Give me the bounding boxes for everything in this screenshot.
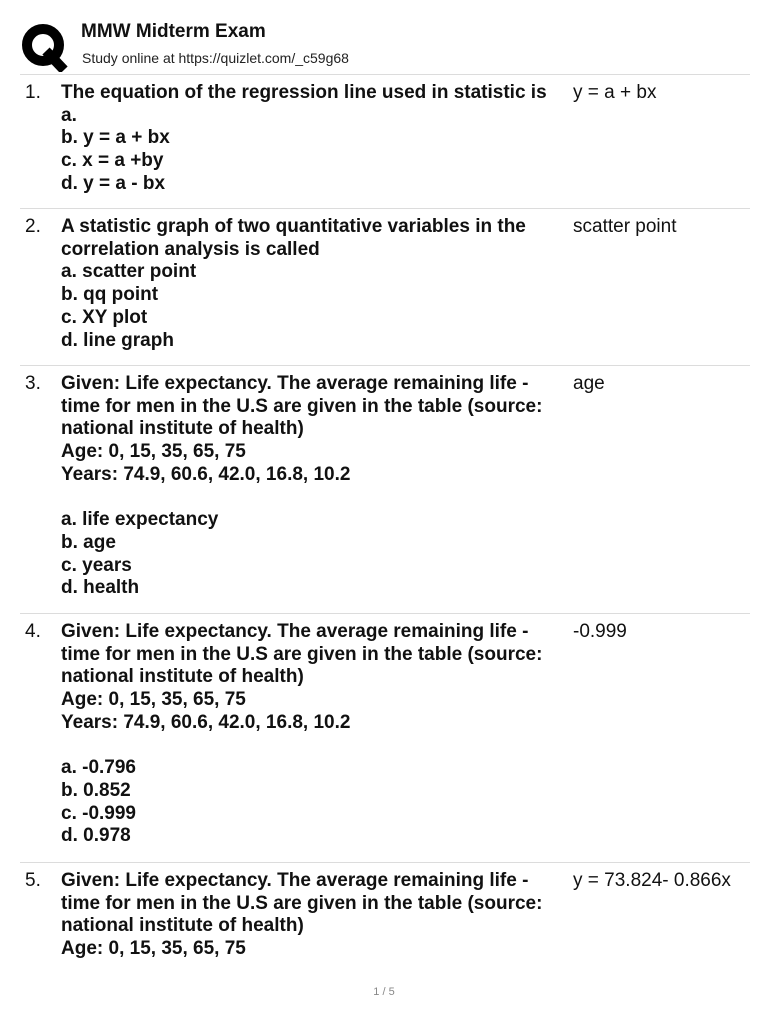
page-title: MMW Midterm Exam xyxy=(81,21,266,42)
answer-text: age xyxy=(573,373,605,394)
question-text: Given: Life expectancy. The average remaining life - time for men in the U.S are given in the table (source: national institute of health) Age: 0, 15, 35, 65, 75 Years: 74.9, 60.6, 42.0, 16.8, 10.2 a. -0.796 b. 0.852 c. -0.999 d. 0.978 xyxy=(61,621,543,847)
answer-text: y = 73.824- 0.866x xyxy=(573,870,731,891)
answer-text: scatter point xyxy=(573,216,677,237)
page-header xyxy=(0,0,768,74)
divider xyxy=(20,862,750,863)
answer-text: -0.999 xyxy=(573,621,627,642)
divider xyxy=(20,365,750,366)
divider xyxy=(20,613,750,614)
question-number: 3. xyxy=(25,373,41,394)
question-text: Given: Life expectancy. The average remaining life - time for men in the U.S are given in the table (source: national institute of health) Age: 0, 15, 35, 65, 75 xyxy=(61,870,543,960)
page-number: 1 / 5 xyxy=(373,986,395,998)
quizlet-logo-icon xyxy=(20,22,70,72)
answer-text: y = a + bx xyxy=(573,82,657,103)
divider xyxy=(20,74,750,75)
divider xyxy=(20,208,750,209)
question-text: The equation of the regression line used in statistic is a. b. y = a + bx c. x = a +by d. y = a - bx xyxy=(61,82,547,194)
question-number: 2. xyxy=(25,216,41,237)
question-text: Given: Life expectancy. The average remaining life - time for men in the U.S are given in the table (source: national institute of health) Age: 0, 15, 35, 65, 75 Years: 74.9, 60.6, 42.0, 16.8, 10.2 a. life expectancy b. age c. years d. health xyxy=(61,373,543,599)
question-text: A statistic graph of two quantitative variables in the correlation analysis is called a. scatter point b. qq point c. XY plot d. line graph xyxy=(61,216,526,351)
question-number: 4. xyxy=(25,621,41,642)
question-number: 5. xyxy=(25,870,41,891)
question-number: 1. xyxy=(25,82,41,103)
study-link-text: Study online at https://quizlet.com/_c59g68 xyxy=(82,50,349,66)
